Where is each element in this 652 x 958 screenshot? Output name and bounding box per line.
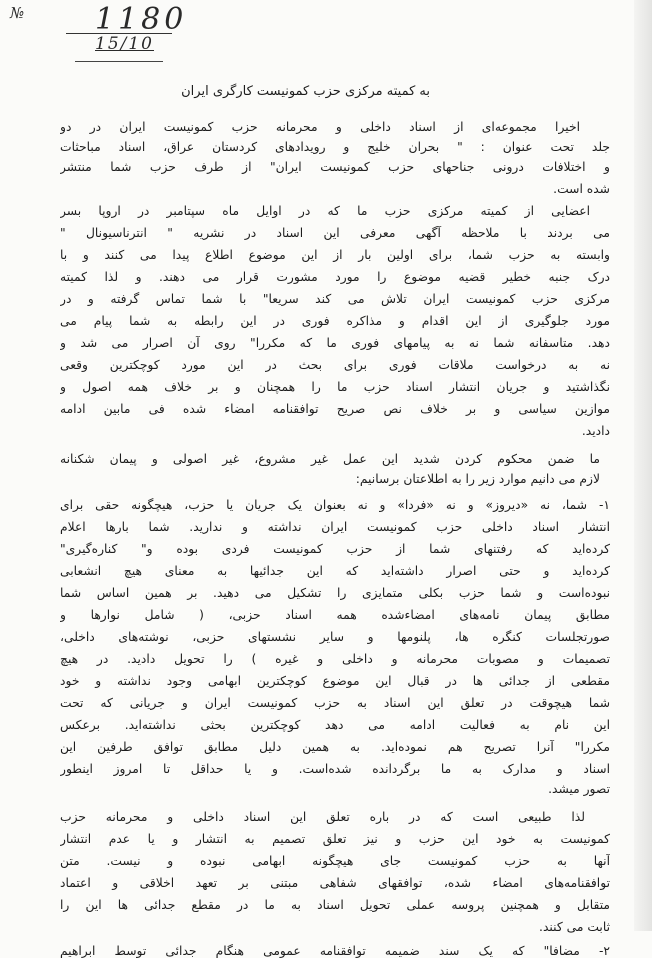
letter-line: ثابت می کنند.	[539, 920, 610, 934]
letter-line: نبوده‌است و شما حزب بکلی متمایزی را تشکیل می دهید. بر همین اساس شما	[60, 586, 610, 600]
letter-line: شما هیچوقت در تعلق این اسناد به حزب کمونیست ایران و جریانی که تحت	[60, 696, 610, 710]
letter-line: اخیرا مجموعه‌ای از اسناد داخلی و محرمانه حزب کمونیست ایران در دو	[60, 120, 580, 134]
letter-line: ۲- مضافا" که یک سند ضمیمه توافقنامه عمومی هنگام جدائی توسط ابراهیم	[60, 944, 610, 958]
letter-line: درک جنبه خطیر قضیه موضوع را مورد مشورت قرار می دهند. و لذا کمیته	[60, 270, 610, 284]
letter-line: اعضایی از کمیته مرکزی حزب ما که در اوایل ماه سپتامبر در اروپا بسر	[60, 204, 590, 218]
letter-line: متقابل و همچنین پروسه عملی تحویل اسناد به ما در مقطع جدائی ها این را	[60, 898, 610, 912]
letter-line: وابسته به حزب شما، برای اولین بار از این موضوع اطلاع پیدا می کنند و با	[60, 248, 610, 262]
letter-line: مورد جلوگیری از این اقدام و مذاکره فوری در این رابطه به شما پیام می	[60, 314, 610, 328]
letter-line: موازین سیاسی و بر خلاف نص صریح توافقنامه امضاء شده فی مابین ادامه	[60, 402, 610, 416]
letter-line: می بردند با ملاحظه آگهی معرفی این اسناد در نشریه " انترناسیونال "	[60, 226, 610, 240]
letter-line: شده است.	[553, 182, 610, 196]
letter-line: صورتجلسات کنگره ها، پلنومها و سایر نشستهای حزبی، نوشته‌های داخلی،	[60, 630, 610, 644]
letter-line: آنها به حزب کمونیست جای هیچگونه ابهامی نبوده و نیست. متن	[60, 854, 610, 868]
letter-line: ۱- شما، نه «دیروز» و نه «فردا» و نه بعنوان یک جریان یا حزب، هیچگونه حقی برای	[60, 498, 610, 512]
letter-line: جلد تحت عنوان : " بحران خلیج و رویدادهای کردستان عراق، اسناد مباحثات	[60, 140, 610, 154]
letter-line: اسناد و مدارک به ما برگردانده شده‌است. و یا حداقل تا امروز اینطور	[60, 762, 610, 776]
letter-line: نه به درخواست ملاقات فوری برای بحث در این مورد کوچکترین وقعی	[60, 358, 610, 372]
letter-line: و اختلافات درونی جناحهای حزب کمونیست ایران" از طرف حزب شما منتشر	[60, 160, 610, 174]
letter-line: مکررا" آنرا تصریح هم نموده‌اید. به همین دلیل مطابق توافق طرفین این	[60, 740, 610, 754]
letter-line: ما ضمن محکوم کردن شدید این عمل غیر مشروع، غیر اصولی و پیمان شکنانه	[60, 452, 600, 466]
letter-line: مطابق پیمان نامه‌های امضاءشده همه اسناد حزبی، ( شامل نوارها و	[60, 608, 610, 622]
letter-line: کرده‌اید که رفتنهای شما از حزب کمونیست فردی بوده و" کناره‌گیری"	[60, 542, 610, 556]
handwritten-number-sign: №	[10, 4, 26, 22]
letter-line: لذا طبیعی است که در باره تعلق این اسناد داخلی و محرمانه حزب	[60, 810, 585, 824]
letter-line: انتشار اسناد داخلی حزب کمونیست ایران نداشته و ندارید. شما بارها اعلام	[60, 520, 610, 534]
letter-line: توافقنامه‌های امضاء شده، توافقهای شفاهی مبتنی بر تعهد اخلاقی و اعتماد	[60, 876, 610, 890]
page-edge-shadow	[634, 0, 652, 931]
letter-line: کمونیست به خود این حزب و نیز تعلق تصمیم به انتشار و یا عدم انتشار	[60, 832, 610, 846]
handwritten-date: 15/10	[95, 34, 154, 54]
handwritten-underline	[75, 61, 163, 62]
letter-heading: به کمیته مرکزی حزب کمونیست کارگری ایران	[181, 84, 430, 99]
letter-line: دهد. متاسفانه شما نه به پیامهای فوری ما که مکررا" روی آن اصرار می شد و	[60, 336, 610, 350]
letter-line: کرده‌اید و حتی اصرار داشته‌اید که این جدائیها به معنای هیچ انشعابی	[60, 564, 610, 578]
letter-line: این نام به فعالیت ادامه می دهد کوچکترین بحثی نداشته‌اید. برعکس	[60, 718, 610, 732]
letter-line: نگذاشتید و جریان انتشار اسناد حزب ما را همچنان و بر خلاف همه اصول و	[60, 380, 610, 394]
letter-line: دادید.	[581, 424, 610, 438]
letter-line: مرکزی حزب کمونیست ایران تلاش می کند سریعا" با شما تماس گرفته و در	[60, 292, 610, 306]
letter-line: مقطعی از جدائی ها در قبال این موضوع کوچکترین ابهامی وجود نداشته و خود	[60, 674, 610, 688]
handwritten-document-number: 1180	[95, 2, 188, 37]
letter-line: لازم می دانیم موارد زیر را به اطلاعتان برسانیم:	[355, 472, 600, 486]
letter-line: تصمیمات و مصوبات محرمانه و داخلی و غیره ) را تحویل دادید. در هیچ	[60, 652, 610, 666]
letter-line: تصور میشد.	[548, 782, 610, 796]
